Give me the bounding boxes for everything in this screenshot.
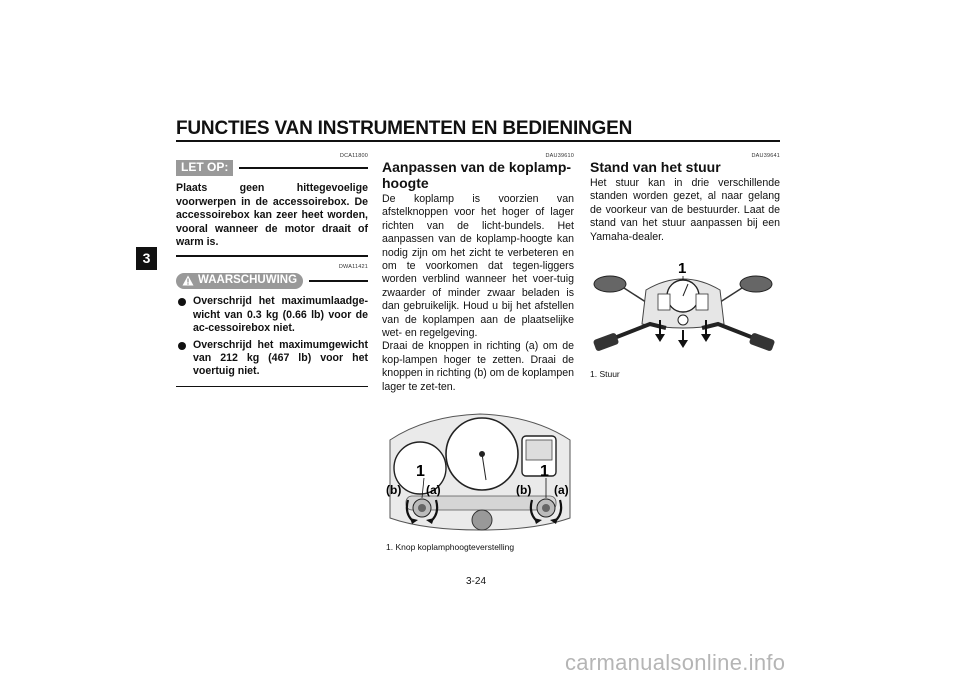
warning-header [176, 273, 368, 289]
bullet-icon [178, 298, 186, 306]
warning-code: DWA11421 [338, 263, 368, 270]
header-rule [176, 140, 780, 142]
notice-rule [239, 167, 368, 169]
section-body: De koplamp is voorzien van afstelknoppen voor het hoger of lager richten van de licht-bundels. Het aanpassen van de koplamp-hoogte kan nodig zijn om het zicht te verbeteren en om te voorkomen dat tegen-liggers worden verblind wanneer het voer-tuig zwaarder of minder zwaar beladen is dan gebruikelijk. Houd u bij het afstellen van de koplampen aan de plaatselijke wet- en regelgeving. [382, 193, 574, 340]
page-header: FUNCTIES VAN INSTRUMENTEN EN BEDIENINGEN [176, 118, 633, 139]
headlight-figure [386, 410, 574, 554]
section-title: Stand van het stuur [590, 159, 721, 175]
label-b-left: (b) [386, 483, 402, 498]
label-1-right: 1 [540, 463, 549, 481]
warning-rule [309, 280, 368, 282]
section-body: Het stuur kan in drie verschillende standen worden gezet, al naar gelang de voorkeur van de bestuurder. Laat de stand van het stuur aanpassen bij een Yamaha-dealer. [590, 177, 780, 243]
notice-header [176, 160, 368, 176]
column-1 [176, 150, 368, 387]
page-number: 3-24 [466, 576, 487, 587]
notice-text: Plaats geen hittegevoelige voorwerpen in de accessoirebox. De accessoirebox kan zeer heet worden, vooral wanneer de motor draait of warm is. [176, 182, 368, 249]
warning-bullet-text: Overschrijd het maximumlaadge-wicht van 0.3 kg (0.66 lb) voor de ac-cessoirebox niet. [193, 295, 368, 335]
notice-end-rule [176, 255, 368, 257]
section-body-2: Draai de knoppen in richting (a) om de kop-lampen hoger te zetten. Draai de knoppen in richting (b) om de koplampen lager te zet-ten. [382, 340, 574, 393]
label-a-right: (a) [554, 483, 569, 498]
section-title: Aanpassen van de koplamp-hoogte [382, 159, 572, 191]
handlebar-illustration [590, 260, 778, 360]
notice-code: DCA11800 [339, 153, 368, 159]
warning-bullet-text: Overschrijd het maximumgewicht van 212 kg (467 lb) voor het voertuig niet. [193, 338, 368, 378]
watermark: carmanualsonline.info [565, 650, 786, 675]
section-code: DAU39641 [751, 153, 780, 159]
instrument-cluster-illustration [386, 410, 574, 532]
label-1: 1 [678, 260, 687, 278]
warning-end-rule [176, 386, 368, 388]
chapter-tab: 3 [136, 247, 157, 270]
label-b-right: (b) [516, 483, 532, 498]
notice-label: LET OP: [176, 160, 233, 176]
label-a-left: (a) [426, 483, 441, 498]
label-1-left: 1 [416, 463, 425, 481]
column-3 [590, 150, 780, 382]
figure-caption: 1. Knop koplamphoogteverstelling [386, 541, 515, 552]
warning-triangle-icon [182, 275, 194, 286]
warning-pill [176, 273, 303, 289]
figure-caption: 1. Stuur [590, 369, 620, 380]
column-2 [382, 150, 574, 554]
section-code: DAU39610 [545, 153, 574, 159]
handlebar-figure [590, 260, 780, 382]
warning-label: WAARSCHUWING [198, 273, 298, 286]
warning-bullet [176, 339, 368, 379]
warning-bullet [176, 295, 368, 335]
bullet-icon [178, 342, 186, 350]
